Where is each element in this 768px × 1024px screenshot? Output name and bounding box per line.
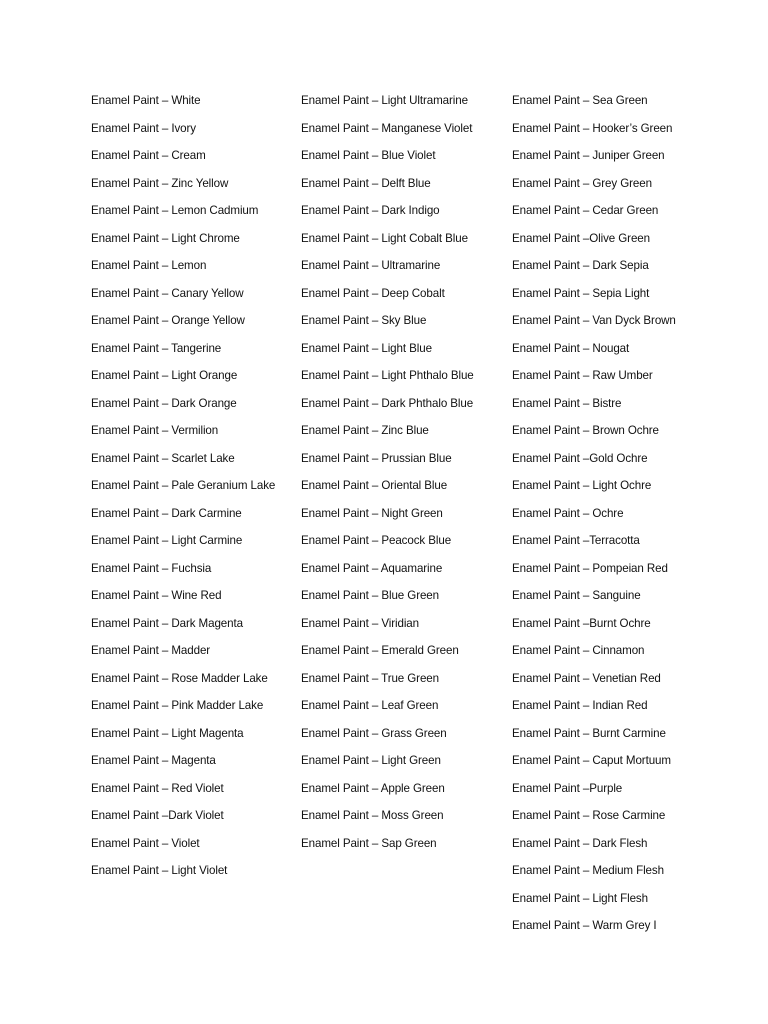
paint-list-item: Enamel Paint – Sepia Light <box>512 286 650 300</box>
paint-list-item: Enamel Paint – Indian Red <box>512 699 648 712</box>
paint-list-item: Enamel Paint – Dark Flesh <box>512 836 648 850</box>
paint-list-item: Enamel Paint – Cream <box>91 149 206 162</box>
paint-list-item: Enamel Paint – Magenta <box>91 754 216 767</box>
paint-list-item: Enamel Paint –Gold Ochre <box>512 451 648 465</box>
paint-list-item: Enamel Paint – Ivory <box>91 121 196 135</box>
paint-list-item: Enamel Paint – Deep Cobalt <box>301 286 445 300</box>
paint-list-item: Enamel Paint – Sea Green <box>512 94 648 107</box>
paint-list-column-2 <box>301 93 491 863</box>
paint-list-item: Enamel Paint –Burnt Ochre <box>512 616 651 630</box>
paint-list-item: Enamel Paint – Light Green <box>301 754 441 767</box>
paint-list-item: Enamel Paint – Orange Yellow <box>91 314 245 327</box>
paint-list-item: Enamel Paint – Light Orange <box>91 369 238 382</box>
paint-list-item: Enamel Paint – Light Blue <box>301 341 432 355</box>
paint-list-item: Enamel Paint – Dark Indigo <box>301 204 440 217</box>
paint-list-item: Enamel Paint – Fuchsia <box>91 561 212 575</box>
paint-list-item: Enamel Paint – Light Cobalt Blue <box>301 231 468 245</box>
paint-list-item: Enamel Paint – Ultramarine <box>301 259 441 272</box>
paint-list-column-1 <box>91 93 281 891</box>
paint-list-item: Enamel Paint – Pompeian Red <box>512 561 668 575</box>
paint-list-item: Enamel Paint – Rose Madder Lake <box>91 671 268 685</box>
paint-list-item: Enamel Paint – Wine Red <box>91 589 222 602</box>
paint-list-item: Enamel Paint – Sap Green <box>301 836 437 850</box>
paint-list-item: Enamel Paint –Dark Violet <box>91 809 224 822</box>
paint-list-item: Enamel Paint – Zinc Yellow <box>91 176 229 190</box>
paint-list-item: Enamel Paint – Viridian <box>301 616 420 630</box>
paint-list-item: Enamel Paint – Grass Green <box>301 726 447 740</box>
paint-list-item: Enamel Paint – Manganese Violet <box>301 121 473 135</box>
paint-list-item: Enamel Paint – Peacock Blue <box>301 534 452 547</box>
paint-list-item: Enamel Paint – Light Ultramarine <box>301 94 468 107</box>
paint-list-item: Enamel Paint – Delft Blue <box>301 176 431 190</box>
paint-list-item: Enamel Paint – Sky Blue <box>301 314 427 327</box>
paint-list-item: Enamel Paint – Raw Umber <box>512 369 653 382</box>
paint-list-item: Enamel Paint –Purple <box>512 781 623 795</box>
paint-list-item: Enamel Paint – Rose Carmine <box>512 809 666 822</box>
paint-list-item: Enamel Paint – Madder <box>91 644 211 657</box>
paint-list-item: Enamel Paint – Grey Green <box>512 176 652 190</box>
paint-list-item: Enamel Paint – Dark Phthalo Blue <box>301 396 474 410</box>
paint-list-item: Enamel Paint – Moss Green <box>301 809 444 822</box>
paint-list-item: Enamel Paint – Light Phthalo Blue <box>301 369 474 382</box>
paint-list-item: Enamel Paint – Blue Green <box>301 589 439 602</box>
paint-list-item: Enamel Paint – White <box>91 94 201 107</box>
paint-list-item: Enamel Paint – Light Chrome <box>91 231 240 245</box>
paint-list-item: Enamel Paint – Scarlet Lake <box>91 451 235 465</box>
paint-list-item: Enamel Paint – Prussian Blue <box>301 451 452 465</box>
paint-list-item: Enamel Paint – Sanguine <box>512 589 641 602</box>
paint-list-item: Enamel Paint – Cedar Green <box>512 204 659 217</box>
paint-list-item: Enamel Paint – Light Flesh <box>512 891 648 905</box>
paint-list-item: Enamel Paint – Burnt Carmine <box>512 726 666 740</box>
paint-list-item: Enamel Paint – Zinc Blue <box>301 424 429 437</box>
paint-list-item: Enamel Paint – Pink Madder Lake <box>91 699 264 712</box>
paint-list-item: Enamel Paint – Nougat <box>512 341 630 355</box>
paint-list-item: Enamel Paint – Dark Carmine <box>91 506 242 520</box>
paint-list-item: Enamel Paint – Caput Mortuum <box>512 754 671 767</box>
paint-list-item: Enamel Paint – Light Carmine <box>91 534 243 547</box>
paint-list-item: Enamel Paint – Emerald Green <box>301 644 459 657</box>
paint-list-item: Enamel Paint – Violet <box>91 836 200 850</box>
paint-list-item: Enamel Paint – Light Magenta <box>91 726 244 740</box>
paint-list-item: Enamel Paint – Pale Geranium Lake <box>91 479 276 492</box>
paint-list-item: Enamel Paint – Aquamarine <box>301 561 443 575</box>
paint-list-item: Enamel Paint – Dark Magenta <box>91 616 243 630</box>
paint-list-item: Enamel Paint – Juniper Green <box>512 149 665 162</box>
paint-list-item: Enamel Paint – Dark Orange <box>91 396 237 410</box>
paint-list-item: Enamel Paint –Olive Green <box>512 231 650 245</box>
paint-list-item: Enamel Paint – Lemon <box>91 259 207 272</box>
paint-list-item: Enamel Paint – Hooker’s Green <box>512 121 673 135</box>
paint-list-item: Enamel Paint – Blue Violet <box>301 149 436 162</box>
paint-list-item: Enamel Paint – Light Violet <box>91 864 228 877</box>
paint-list-item: Enamel Paint – Vermilion <box>91 424 219 437</box>
paint-list-item: Enamel Paint – True Green <box>301 671 439 685</box>
paint-list-item: Enamel Paint – Light Ochre <box>512 479 652 492</box>
paint-list-item: Enamel Paint – Brown Ochre <box>512 424 659 437</box>
paint-list-item: Enamel Paint – Apple Green <box>301 781 445 795</box>
paint-list-item: Enamel Paint – Canary Yellow <box>91 286 244 300</box>
paint-list-item: Enamel Paint – Dark Sepia <box>512 259 649 272</box>
paint-list-item: Enamel Paint – Lemon Cadmium <box>91 204 259 217</box>
paint-list-column-3 <box>512 93 702 946</box>
paint-list-item: Enamel Paint – Warm Grey I <box>512 919 657 932</box>
paint-list-item: Enamel Paint – Venetian Red <box>512 671 661 685</box>
paint-list-item: Enamel Paint – Oriental Blue <box>301 479 448 492</box>
paint-list-item: Enamel Paint – Night Green <box>301 506 443 520</box>
paint-list-item: Enamel Paint – Van Dyck Brown <box>512 314 676 327</box>
paint-list-item: Enamel Paint – Bistre <box>512 396 622 410</box>
paint-list-item: Enamel Paint – Leaf Green <box>301 699 439 712</box>
paint-list-item: Enamel Paint – Tangerine <box>91 341 222 355</box>
paint-list-item: Enamel Paint – Ochre <box>512 506 624 520</box>
paint-list-item: Enamel Paint – Red Violet <box>91 781 224 795</box>
paint-list-item: Enamel Paint – Cinnamon <box>512 644 645 657</box>
paint-list-item: Enamel Paint –Terracotta <box>512 534 640 547</box>
paint-list-item: Enamel Paint – Medium Flesh <box>512 864 664 877</box>
